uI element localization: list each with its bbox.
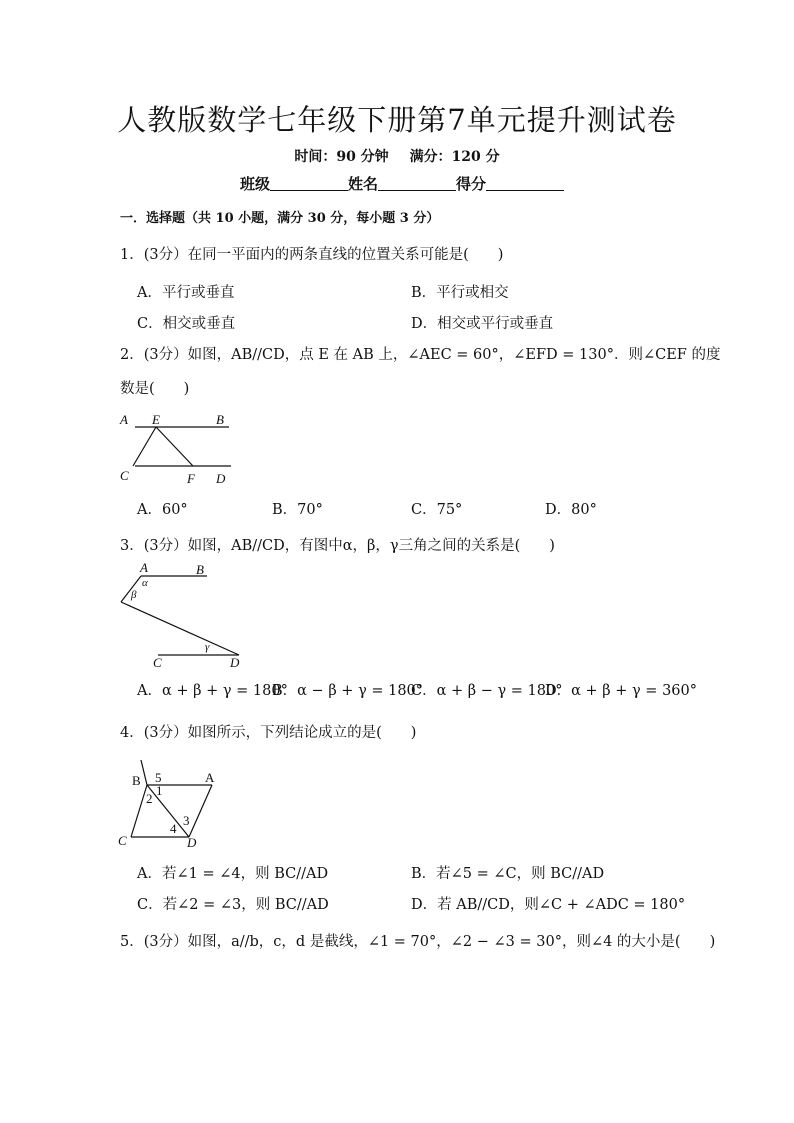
q4-option-c[interactable]: C．若∠2 = ∠3，则 BC//AD [137, 897, 329, 913]
q4-label-1: 1 [156, 783, 163, 798]
q1-option-d[interactable]: D．相交或平行或垂直 [411, 316, 554, 332]
q4-figure [115, 755, 225, 853]
q2-label-b: B [216, 412, 224, 427]
class-label: 班级 [240, 175, 271, 193]
q2-option-c[interactable]: C．75° [411, 502, 463, 518]
q1-option-c[interactable]: C．相交或垂直 [137, 316, 236, 332]
q4-option-d[interactable]: D．若 AB//CD，则∠C + ∠ADC = 180° [411, 897, 686, 913]
page-title: 人教版数学七年级下册第7单元提升测试卷 [117, 103, 677, 137]
q2-label-e: E [152, 412, 160, 427]
section-title: 一．选择题（共 10 小题，满分 30 分，每小题 3 分） [120, 211, 440, 226]
student-info [240, 173, 564, 194]
q3-label-beta: β [131, 589, 137, 601]
q3-figure [115, 560, 250, 670]
q3-label-c: C [153, 655, 162, 670]
q2-stem-line1: 2．(3分）如图，AB//CD，点 E 在 AB 上，∠AEC = 60°，∠EFD = 130°．则∠CEF 的度 [120, 347, 721, 363]
q3-label-alpha: α [142, 577, 148, 589]
q1-stem: 1．(3分）在同一平面内的两条直线的位置关系可能是( ) [120, 247, 504, 263]
q2-label-a: A [120, 412, 128, 427]
score-blank[interactable] [486, 176, 564, 191]
q2-label-c: C [120, 468, 129, 483]
q5-stem: 5．(3分）如图，a//b，c，d 是截线，∠1 = 70°，∠2 − ∠3 = 30°，则∠4 的大小是( ) [120, 934, 716, 950]
name-label: 姓名 [348, 175, 379, 193]
q2-option-b[interactable]: B．70° [272, 502, 323, 518]
exam-time: 时间：90 分钟 [294, 149, 389, 165]
q2-option-d[interactable]: D．80° [545, 502, 597, 518]
q4-stem: 4．(3分）如图所示，下列结论成立的是( ) [120, 725, 417, 741]
q4-option-a[interactable]: A．若∠1 = ∠4，则 BC//AD [137, 866, 329, 882]
q4-label-a: A [205, 770, 215, 785]
q4-label-4: 4 [170, 821, 177, 836]
q1-option-a[interactable]: A．平行或垂直 [137, 285, 235, 301]
q3-label-d: D [230, 655, 240, 670]
q3-stem: 3．(3分）如图，AB//CD，有图中α，β，γ三角之间的关系是( ) [120, 538, 555, 554]
name-blank[interactable] [378, 176, 456, 191]
q3-label-a: A [140, 560, 148, 575]
q4-label-d: D [187, 835, 197, 850]
q3-option-d[interactable]: D．α + β + γ = 360° [545, 683, 697, 699]
q2-label-d: D [216, 471, 226, 486]
q4-label-c: C [118, 833, 127, 848]
q4-label-2: 2 [146, 791, 153, 806]
score-label: 得分 [456, 175, 487, 193]
exam-score: 满分：120 分 [409, 149, 500, 165]
q2-figure [115, 408, 245, 490]
q4-option-b[interactable]: B．若∠5 = ∠C，则 BC//AD [411, 866, 605, 882]
q4-label-3: 3 [183, 813, 190, 828]
q3-option-c[interactable]: C．α + β − γ = 180° [411, 683, 563, 699]
q3-option-b[interactable]: B．α − β + γ = 180° [272, 683, 424, 699]
q3-label-gamma: γ [205, 641, 210, 653]
q3-label-b: B [196, 562, 204, 577]
exam-meta [0, 146, 794, 166]
q2-option-a[interactable]: A．60° [137, 502, 188, 518]
q1-option-b[interactable]: B．平行或相交 [411, 285, 509, 301]
q4-label-5: 5 [155, 770, 162, 785]
q2-label-f: F [187, 471, 195, 486]
q2-stem-line2: 数是( ) [120, 381, 190, 397]
q4-label-b: B [132, 773, 141, 788]
q3-option-a[interactable]: A．α + β + γ = 180° [137, 683, 288, 699]
class-blank[interactable] [270, 176, 348, 191]
